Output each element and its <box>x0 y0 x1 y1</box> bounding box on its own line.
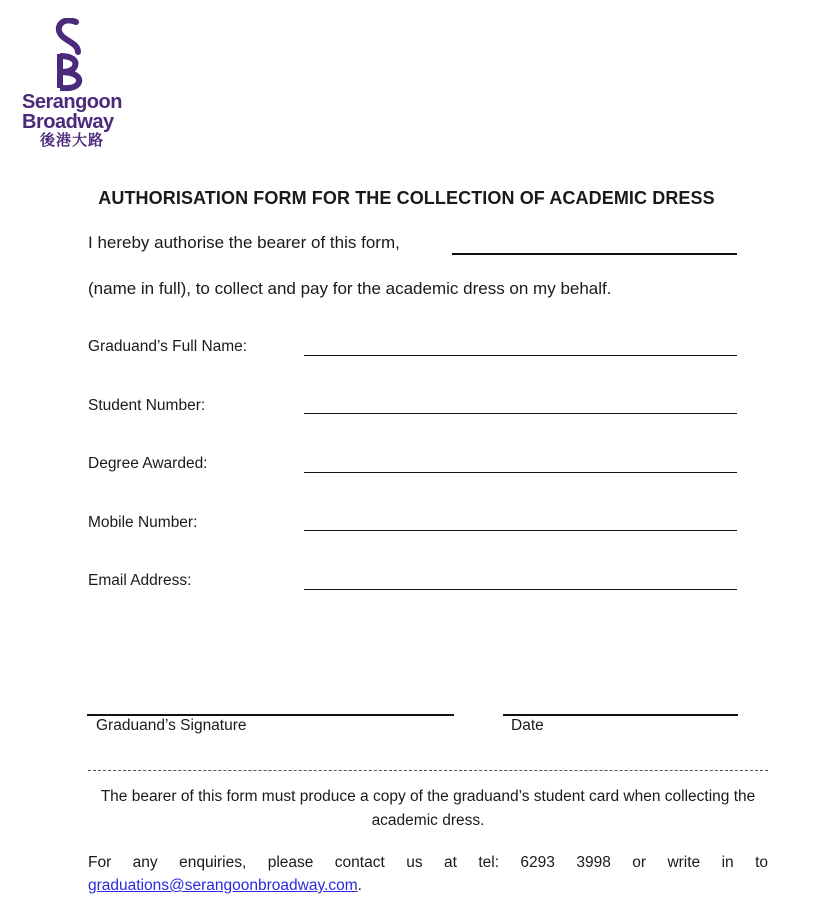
email-address-label: Email Address: <box>88 572 192 589</box>
full-name-field[interactable] <box>304 355 737 356</box>
enquiry-text: For any enquiries, please contact us at tel: 6293 3998 or write in to <box>88 854 768 871</box>
intro-line-1: I hereby authorise the bearer of this form, <box>88 233 400 252</box>
logo-text-serangoon: Serangoon <box>22 91 122 113</box>
bearer-name-blank[interactable] <box>452 253 737 255</box>
email-address-field[interactable] <box>304 589 737 590</box>
sb-monogram-icon <box>52 18 88 92</box>
student-number-label: Student Number: <box>88 397 206 414</box>
mobile-number-label: Mobile Number: <box>88 514 198 531</box>
email-link[interactable]: graduations@serangoonbroadway.com <box>88 877 358 894</box>
enquiry-email-line <box>88 874 362 897</box>
degree-awarded-field[interactable] <box>304 472 737 473</box>
email-suffix: . <box>357 877 362 894</box>
full-name-label: Graduand’s Full Name: <box>88 338 248 355</box>
intro-line-2: (name in full), to collect and pay for the academic dress on my behalf. <box>88 279 612 298</box>
student-number-field[interactable] <box>304 413 737 414</box>
logo-text-chinese: 後港大路 <box>40 132 105 149</box>
date-label: Date <box>511 717 544 734</box>
form-title: AUTHORISATION FORM FOR THE COLLECTION OF ACADEMIC DRESS <box>98 188 715 208</box>
notice-text: The bearer of this form must produce a copy of the graduand’s student card when collecting the academic dress. <box>100 788 756 829</box>
signature-field[interactable] <box>87 714 454 716</box>
mobile-number-field[interactable] <box>304 530 737 531</box>
degree-awarded-label: Degree Awarded: <box>88 455 208 472</box>
logo-text-broadway: Broadway <box>22 111 114 133</box>
dashed-divider <box>88 770 768 771</box>
brand-logo <box>22 18 132 150</box>
date-field[interactable] <box>503 714 738 716</box>
signature-label: Graduand’s Signature <box>96 717 247 734</box>
